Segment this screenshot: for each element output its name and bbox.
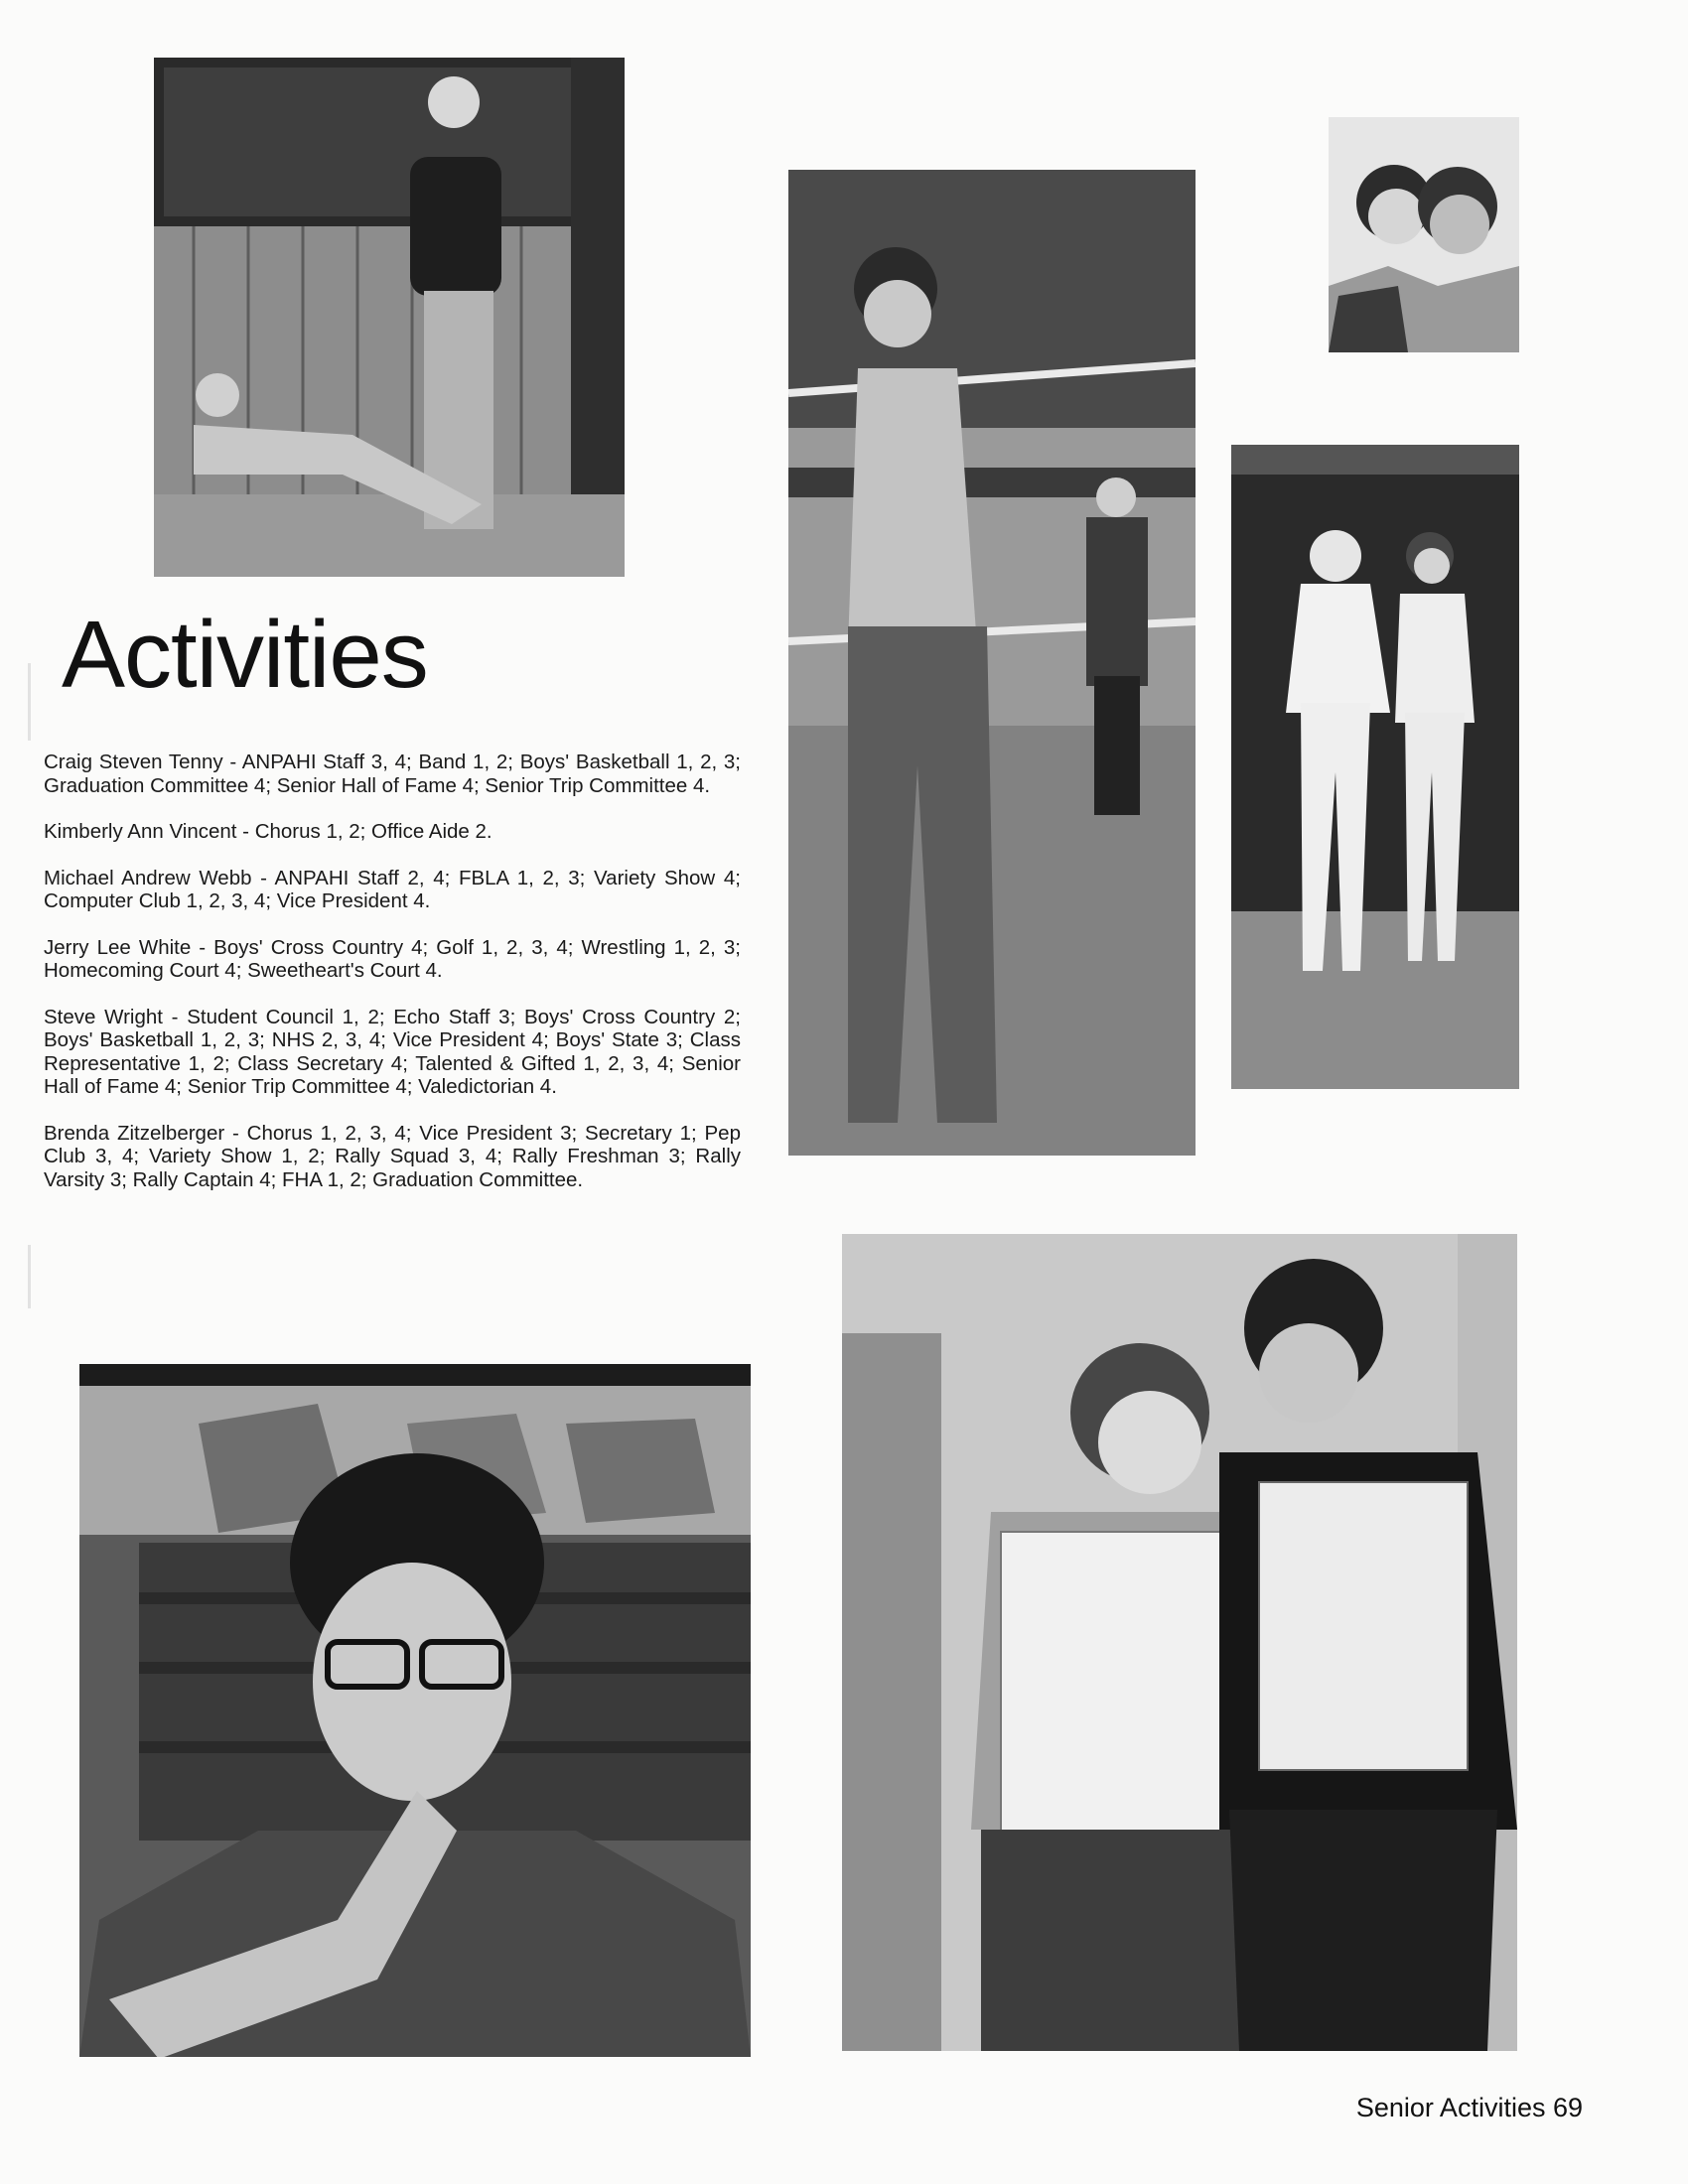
page-heading: Activities — [62, 602, 428, 708]
activity-entry: Michael Andrew Webb - ANPAHI Staff 2, 4; FBLA 1, 2, 3; Variety Show 4; Computer Club 1, 2, 3, 4; Vice President 4. — [44, 866, 741, 912]
page-edge-mark — [28, 1245, 31, 1308]
photo-couple-wearing-signs — [842, 1234, 1517, 2051]
page-edge-mark — [28, 663, 31, 741]
activity-entry: Craig Steven Tenny - ANPAHI Staff 3, 4; Band 1, 2; Boys' Basketball 1, 2, 3; Graduation Committee 4; Senior Hall of Fame 4; Senior Trip Committee 4. — [44, 751, 741, 797]
activity-entry: Kimberly Ann Vincent - Chorus 1, 2; Office Aide 2. — [44, 820, 492, 843]
activities-list — [44, 751, 741, 1214]
photo-two-girls-in-white — [1231, 445, 1519, 1089]
activity-entry: Brenda Zitzelberger - Chorus 1, 2, 3, 4; Vice President 3; Secretary 1; Pep Club 3, 4; Variety Show 1, 2; Rally Squad 3, 4; Rally Freshman 3; Rally Varsity 3; Rally Captain 4; FHA 1, 2; Graduation Committee. — [44, 1121, 741, 1191]
photo-couple-portrait — [1329, 117, 1519, 352]
photo-two-boys-by-wall — [154, 58, 625, 577]
photo-boy-with-glasses-library — [79, 1364, 751, 2057]
activity-entry: Steve Wright - Student Council 1, 2; Echo Staff 3; Boys' Cross Country 2; Boys' Basketball 1, 2, 3; NHS 2, 3, 4; Vice President 4; Boys' State 3; Class Representative 1, 2; Class Secretary 4; Talented & Gifted 1, 2, 3, 4; Senior Hall of Fame 4; Senior Trip Committee 4; Valedictorian 4. — [44, 1005, 741, 1098]
page-folio: Senior Activities 69 — [1355, 2093, 1583, 2122]
photo-boy-at-volleyball-net — [788, 170, 1196, 1156]
activity-entry: Jerry Lee White - Boys' Cross Country 4; Golf 1, 2, 3, 4; Wrestling 1, 2, 3; Homecoming Court 4; Sweetheart's Court 4. — [44, 935, 741, 982]
